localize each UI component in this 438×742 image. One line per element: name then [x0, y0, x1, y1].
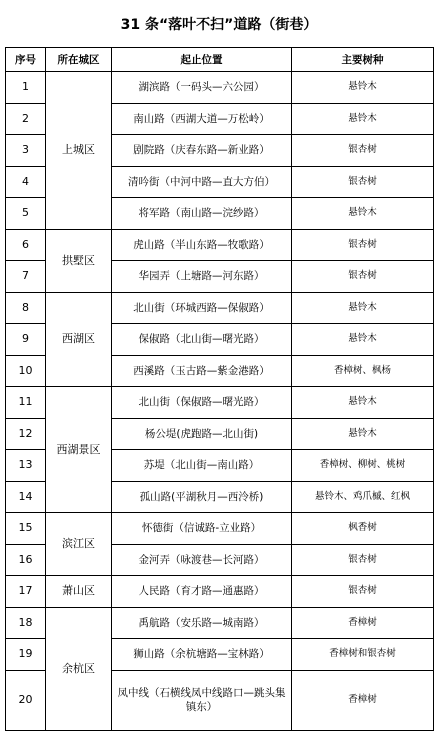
tree-cell: 香樟树: [292, 607, 434, 639]
header-district: 所在城区: [46, 48, 112, 72]
road-cell: 狮山路（余杭塘路—宝林路）: [112, 639, 292, 671]
road-cell: 剧院路（庆春东路—新业路）: [112, 135, 292, 167]
tree-cell: 悬铃木、鸡爪槭、红枫: [292, 481, 434, 513]
row-no: 10: [6, 355, 46, 387]
district-cell: 拱墅区: [46, 229, 112, 292]
row-no: 12: [6, 418, 46, 450]
tree-cell: 悬铃木: [292, 292, 434, 324]
table-row: [6, 576, 434, 608]
row-no: 4: [6, 166, 46, 198]
table-row: [6, 387, 434, 419]
road-table: [5, 47, 434, 731]
tree-cell: 银杏树: [292, 135, 434, 167]
district-cell: 萧山区: [46, 576, 112, 608]
road-cell: 清吟街（中河中路—直大方伯）: [112, 166, 292, 198]
road-cell: 苏堤（北山街—南山路）: [112, 450, 292, 482]
district-cell: 西湖区: [46, 292, 112, 387]
table-row: [6, 229, 434, 261]
page-title: 31 条“落叶不扫”道路（街巷）: [120, 17, 318, 33]
row-no: 8: [6, 292, 46, 324]
road-cell: 金河弄（咏渡巷—长河路）: [112, 544, 292, 576]
row-no: 11: [6, 387, 46, 419]
row-no: 15: [6, 513, 46, 545]
road-cell: 湖滨路（一码头—六公园）: [112, 72, 292, 104]
tree-cell: 悬铃木: [292, 324, 434, 356]
road-cell: 保俶路（北山街—曙光路）: [112, 324, 292, 356]
row-no: 3: [6, 135, 46, 167]
road-cell: 西溪路（玉古路—紫金港路）: [112, 355, 292, 387]
row-no: 13: [6, 450, 46, 482]
district-cell: 余杭区: [46, 607, 112, 730]
header-no: 序号: [6, 48, 46, 72]
road-cell: 北山街（保俶路—曙光路）: [112, 387, 292, 419]
row-no: 17: [6, 576, 46, 608]
road-cell: 禹航路（安乐路—城南路）: [112, 607, 292, 639]
tree-cell: 香樟树、柳树、桃树: [292, 450, 434, 482]
tree-cell: 银杏树: [292, 544, 434, 576]
row-no: 5: [6, 198, 46, 230]
tree-cell: 悬铃木: [292, 198, 434, 230]
tree-cell: 悬铃木: [292, 103, 434, 135]
header-road: 起止位置: [112, 48, 292, 72]
road-cell: 华园弄（上塘路—河东路）: [112, 261, 292, 293]
tree-cell: 枫香树: [292, 513, 434, 545]
tree-cell: 香樟树、枫杨: [292, 355, 434, 387]
table-row: [6, 607, 434, 639]
row-no: 2: [6, 103, 46, 135]
district-cell: 西湖景区: [46, 387, 112, 513]
tree-cell: 悬铃木: [292, 72, 434, 104]
district-cell: 上城区: [46, 72, 112, 230]
road-cell: 北山街（环城西路—保俶路）: [112, 292, 292, 324]
tree-cell: 银杏树: [292, 229, 434, 261]
row-no: 20: [6, 670, 46, 730]
road-cell: 人民路（育才路—通惠路）: [112, 576, 292, 608]
table-row: [6, 292, 434, 324]
tree-cell: 银杏树: [292, 576, 434, 608]
road-cell: 虎山路（半山东路—牧歌路）: [112, 229, 292, 261]
road-cell: 南山路（西湖大道—万松岭）: [112, 103, 292, 135]
road-cell: 凤中线（石横线凤中线路口—跳头集镇东）: [112, 670, 292, 730]
row-no: 7: [6, 261, 46, 293]
road-cell: 怀德街（信诚路-立业路）: [112, 513, 292, 545]
tree-cell: 香樟树: [292, 670, 434, 730]
road-cell: 将军路（南山路—浣纱路）: [112, 198, 292, 230]
row-no: 16: [6, 544, 46, 576]
table-row: [6, 513, 434, 545]
row-no: 18: [6, 607, 46, 639]
road-cell: 杨公堤(虎跑路—北山街): [112, 418, 292, 450]
table-row: [6, 72, 434, 104]
header-tree: 主要树种: [292, 48, 434, 72]
row-no: 19: [6, 639, 46, 671]
table-header-row: [6, 48, 434, 72]
row-no: 9: [6, 324, 46, 356]
road-cell: 孤山路(平湖秋月—西泠桥): [112, 481, 292, 513]
row-no: 1: [6, 72, 46, 104]
district-cell: 滨江区: [46, 513, 112, 576]
tree-cell: 悬铃木: [292, 387, 434, 419]
tree-cell: 悬铃木: [292, 418, 434, 450]
tree-cell: 银杏树: [292, 166, 434, 198]
tree-cell: 银杏树: [292, 261, 434, 293]
tree-cell: 香樟树和银杏树: [292, 639, 434, 671]
row-no: 14: [6, 481, 46, 513]
row-no: 6: [6, 229, 46, 261]
